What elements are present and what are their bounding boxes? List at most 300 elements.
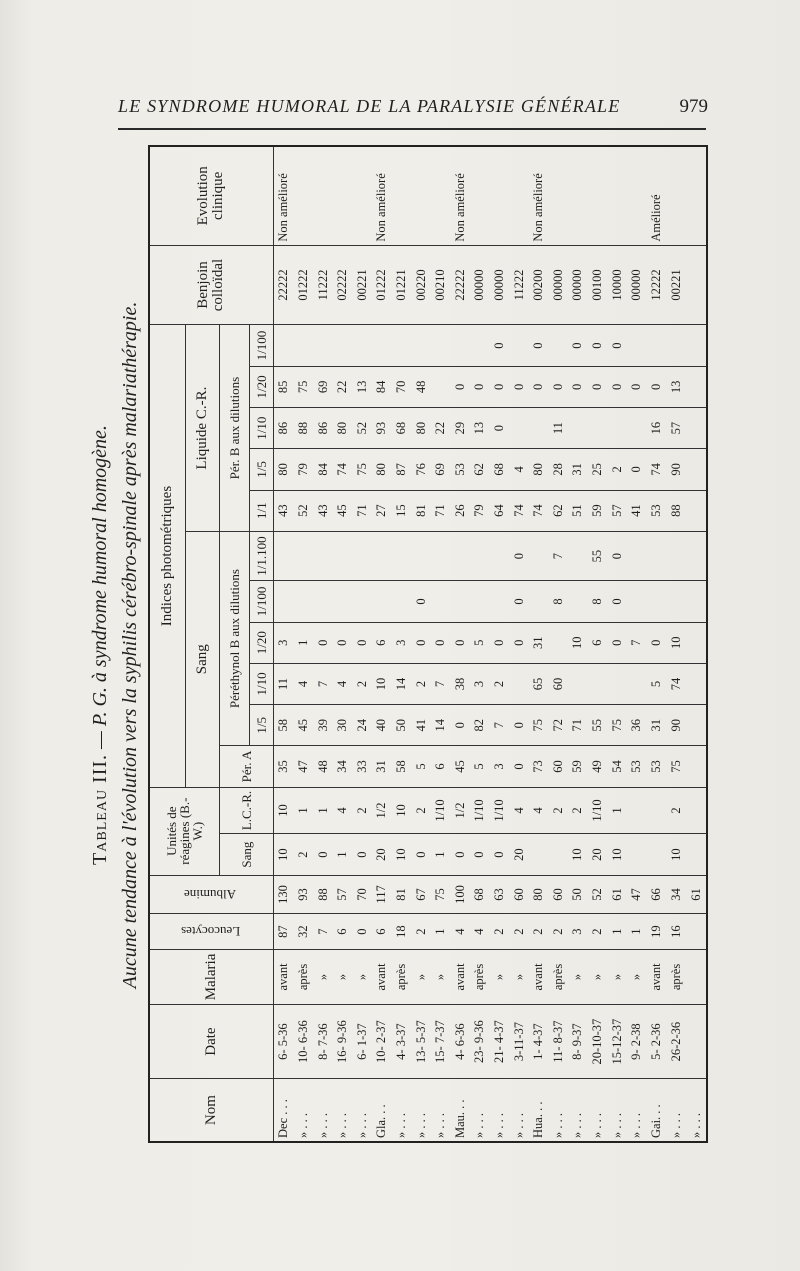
col-l-1-100: 1/100 xyxy=(249,325,273,366)
cell-l1: 41 xyxy=(627,490,647,531)
cell-s5: 75 xyxy=(529,705,549,746)
cell-leuco: 87 xyxy=(273,914,293,950)
cell-s1100 xyxy=(273,531,293,581)
cell-l5: 80 xyxy=(372,449,392,490)
cell-alb: 66 xyxy=(646,875,666,914)
cell-malaria: » xyxy=(352,949,372,1004)
cell-l20: 48 xyxy=(411,366,431,407)
cell-l10: 22 xyxy=(431,408,451,449)
cell-s100 xyxy=(646,581,666,622)
cell-benjoin: 00000 xyxy=(627,245,647,325)
cell-s20: 0 xyxy=(607,622,627,663)
cell-l100 xyxy=(352,325,372,366)
cell-u_lcr: 1/2 xyxy=(450,787,470,834)
cell-l20: 13 xyxy=(666,366,686,407)
cell-malaria: avant xyxy=(273,949,293,1004)
cell-nom: » . . . xyxy=(313,1079,333,1142)
cell-u_lcr xyxy=(627,787,647,834)
cell-s1100 xyxy=(293,531,313,581)
cell-benjoin: 00000 xyxy=(489,245,509,325)
cell-l10 xyxy=(607,408,627,449)
col-per-a: Pér. A xyxy=(219,746,273,787)
cell-leuco: 0 xyxy=(352,914,372,950)
cell-leuco: 6 xyxy=(372,914,392,950)
cell-s100 xyxy=(293,581,313,622)
cell-nom: » . . . xyxy=(411,1079,431,1142)
cell-s5: 45 xyxy=(293,705,313,746)
cell-nom: » . . . xyxy=(548,1079,568,1142)
cell-u_lcr: 1/2 xyxy=(372,787,392,834)
col-s-1-20: 1/20 xyxy=(249,622,273,663)
cell-pa: 0 xyxy=(509,746,529,787)
cell-l10 xyxy=(627,408,647,449)
cell-benjoin: 00000 xyxy=(470,245,490,325)
col-unites-sang: Sang xyxy=(219,834,273,875)
table-row xyxy=(411,146,431,1142)
cell-s1100 xyxy=(627,531,647,581)
cell-l1: 62 xyxy=(548,490,568,531)
cell-l100 xyxy=(313,325,333,366)
cell-l1: 59 xyxy=(588,490,608,531)
cell-u_sang: 1 xyxy=(333,834,353,875)
cell-evol xyxy=(509,146,529,245)
caption-line-1 xyxy=(89,145,112,1145)
cell-benjoin: 22222 xyxy=(450,245,470,325)
cell-pa: 5 xyxy=(470,746,490,787)
table-row xyxy=(666,146,686,1142)
cell-leuco: 19 xyxy=(646,914,666,950)
cell-s100 xyxy=(470,581,490,622)
cell-s20: 0 xyxy=(333,622,353,663)
col-nom: Nom xyxy=(149,1079,273,1142)
cell-l20: 70 xyxy=(391,366,411,407)
cell-u_lcr: 10 xyxy=(391,787,411,834)
cell-l20: 0 xyxy=(588,366,608,407)
cell-benjoin: 10000 xyxy=(607,245,627,325)
cell-s20: 31 xyxy=(529,622,549,663)
cell-s10: 65 xyxy=(529,663,549,704)
cell-l10: 57 xyxy=(666,408,686,449)
cell-benjoin: 01222 xyxy=(293,245,313,325)
cell-date: 13- 5-37 xyxy=(411,1004,431,1078)
cell-l1: 27 xyxy=(372,490,392,531)
cell-malaria: après xyxy=(391,949,411,1004)
cell-pa: 45 xyxy=(450,746,470,787)
cell-l5 xyxy=(686,449,707,490)
cell-l5: 0 xyxy=(627,449,647,490)
cell-alb: 34 xyxy=(666,875,686,914)
cell-s5: 90 xyxy=(666,705,686,746)
cell-leuco: 2 xyxy=(529,914,549,950)
cell-date: 9- 2-38 xyxy=(627,1004,647,1078)
cell-s20: 5 xyxy=(470,622,490,663)
table-frame xyxy=(148,145,708,1143)
cell-date: 4- 3-37 xyxy=(391,1004,411,1078)
cell-l5: 90 xyxy=(666,449,686,490)
cell-nom: Gai. . . xyxy=(646,1079,666,1142)
cell-evol xyxy=(568,146,588,245)
cell-pa: 60 xyxy=(548,746,568,787)
cell-pa: 59 xyxy=(568,746,588,787)
cell-s20 xyxy=(686,622,707,663)
cell-l100 xyxy=(548,325,568,366)
col-l-1-10: 1/10 xyxy=(249,408,273,449)
cell-s10: 60 xyxy=(548,663,568,704)
cell-s20: 0 xyxy=(509,622,529,663)
cell-l5: 87 xyxy=(391,449,411,490)
col-l-1-20: 1/20 xyxy=(249,366,273,407)
cell-s20: 6 xyxy=(372,622,392,663)
table-row xyxy=(431,146,451,1142)
cell-l1: 26 xyxy=(450,490,470,531)
cell-l10: 13 xyxy=(470,408,490,449)
cell-l1 xyxy=(686,490,707,531)
cell-s100 xyxy=(391,581,411,622)
cell-l100 xyxy=(666,325,686,366)
cell-alb: 52 xyxy=(588,875,608,914)
table-caption xyxy=(75,145,141,1145)
cell-malaria: » xyxy=(509,949,529,1004)
cell-u_lcr xyxy=(686,787,707,834)
cell-s10: 4 xyxy=(293,663,313,704)
cell-s10: 5 xyxy=(646,663,666,704)
cell-pa: 53 xyxy=(646,746,666,787)
cell-s100 xyxy=(568,581,588,622)
cell-u_sang: 1 xyxy=(431,834,451,875)
cell-l10: 52 xyxy=(352,408,372,449)
cell-s100 xyxy=(489,581,509,622)
cell-u_lcr: 2 xyxy=(411,787,431,834)
cell-s20: 6 xyxy=(588,622,608,663)
cell-benjoin: 01221 xyxy=(391,245,411,325)
cell-benjoin: 22222 xyxy=(273,245,293,325)
cell-benjoin: 00221 xyxy=(352,245,372,325)
cell-l100: 0 xyxy=(568,325,588,366)
cell-l10: 86 xyxy=(273,408,293,449)
cell-l10 xyxy=(529,408,549,449)
cell-l5: 74 xyxy=(333,449,353,490)
cell-nom: » . . . xyxy=(666,1079,686,1142)
cell-alb: 67 xyxy=(411,875,431,914)
cell-pa: 75 xyxy=(666,746,686,787)
cell-l1: 81 xyxy=(411,490,431,531)
cell-alb: 81 xyxy=(391,875,411,914)
running-title: LE SYNDROME HUMORAL DE LA PARALYSIE GÉNÉRALE xyxy=(118,96,621,116)
cell-l100 xyxy=(686,325,707,366)
cell-s100 xyxy=(686,581,707,622)
cell-s5: 50 xyxy=(391,705,411,746)
cell-evol xyxy=(391,146,411,245)
cell-u_lcr xyxy=(646,787,666,834)
cell-s20: 0 xyxy=(431,622,451,663)
cell-benjoin: 00000 xyxy=(568,245,588,325)
cell-nom: » . . . xyxy=(509,1079,529,1142)
cell-l5: 75 xyxy=(352,449,372,490)
cell-s100: 0 xyxy=(607,581,627,622)
cell-alb: 47 xyxy=(627,875,647,914)
cell-l10 xyxy=(588,408,608,449)
cell-date: 6- 1-37 xyxy=(352,1004,372,1078)
cell-s5: 31 xyxy=(646,705,666,746)
cell-s100: 0 xyxy=(509,581,529,622)
col-s-1-100: 1/100 xyxy=(249,581,273,622)
cell-l1: 45 xyxy=(333,490,353,531)
cell-malaria: avant xyxy=(372,949,392,1004)
cell-alb: 117 xyxy=(372,875,392,914)
cell-u_lcr: 1/10 xyxy=(470,787,490,834)
cell-pa: 3 xyxy=(489,746,509,787)
table-row xyxy=(568,146,588,1142)
cell-evol xyxy=(627,146,647,245)
header-rule xyxy=(118,128,706,130)
cell-l5: 31 xyxy=(568,449,588,490)
cell-s20: 0 xyxy=(352,622,372,663)
cell-l10 xyxy=(568,408,588,449)
cell-s1100 xyxy=(666,531,686,581)
cell-alb: 63 xyxy=(489,875,509,914)
cell-u_sang: 0 xyxy=(470,834,490,875)
cell-l5: 2 xyxy=(607,449,627,490)
cell-l1: 52 xyxy=(293,490,313,531)
cell-l10: 93 xyxy=(372,408,392,449)
cell-u_lcr: 10 xyxy=(273,787,293,834)
cell-s20: 7 xyxy=(627,622,647,663)
cell-l100 xyxy=(509,325,529,366)
cell-alb: 100 xyxy=(450,875,470,914)
cell-l10 xyxy=(509,408,529,449)
cell-benjoin: 11222 xyxy=(509,245,529,325)
cell-pa: 33 xyxy=(352,746,372,787)
cell-s1100 xyxy=(391,531,411,581)
cell-pa: 31 xyxy=(372,746,392,787)
cell-leuco: 4 xyxy=(470,914,490,950)
cell-l100 xyxy=(333,325,353,366)
cell-u_sang: 10 xyxy=(391,834,411,875)
cell-l5: 62 xyxy=(470,449,490,490)
cell-nom: Dec . . . xyxy=(273,1079,293,1142)
cell-date: 15- 7-37 xyxy=(431,1004,451,1078)
cell-evol xyxy=(588,146,608,245)
col-leucocytes xyxy=(149,914,273,950)
cell-l10 xyxy=(686,408,707,449)
cell-s1100: 0 xyxy=(607,531,627,581)
cell-s5: 30 xyxy=(333,705,353,746)
cell-pa: 49 xyxy=(588,746,608,787)
cell-alb: 57 xyxy=(333,875,353,914)
cell-evol xyxy=(411,146,431,245)
cell-s5: 36 xyxy=(627,705,647,746)
cell-l5: 53 xyxy=(450,449,470,490)
cell-s10: 3 xyxy=(470,663,490,704)
cell-s1100 xyxy=(450,531,470,581)
cell-s5: 75 xyxy=(607,705,627,746)
table-row xyxy=(548,146,568,1142)
cell-s5: 40 xyxy=(372,705,392,746)
cell-leuco: 2 xyxy=(509,914,529,950)
cell-s5: 14 xyxy=(431,705,451,746)
cell-u_sang: 0 xyxy=(352,834,372,875)
col-indices: Indices photométriques xyxy=(149,325,185,787)
cell-alb: 70 xyxy=(352,875,372,914)
cell-u_sang: 10 xyxy=(273,834,293,875)
cell-l100 xyxy=(431,325,451,366)
cell-l20: 13 xyxy=(352,366,372,407)
cell-pa: 73 xyxy=(529,746,549,787)
cell-l20: 84 xyxy=(372,366,392,407)
cell-l5: 80 xyxy=(529,449,549,490)
col-evolution: Evolution clinique xyxy=(149,146,273,245)
cell-evol xyxy=(548,146,568,245)
cell-nom: » . . . xyxy=(391,1079,411,1142)
cell-malaria: après xyxy=(293,949,313,1004)
cell-s10: 2 xyxy=(489,663,509,704)
cell-l1: 71 xyxy=(352,490,372,531)
cell-s100 xyxy=(431,581,451,622)
cell-s5 xyxy=(686,705,707,746)
cell-s5: 71 xyxy=(568,705,588,746)
cell-u_sang xyxy=(646,834,666,875)
cell-l100 xyxy=(470,325,490,366)
table-row xyxy=(372,146,392,1142)
cell-pa: 35 xyxy=(273,746,293,787)
cell-date: 20-10-37 xyxy=(588,1004,608,1078)
cell-s20: 0 xyxy=(450,622,470,663)
cell-date: 8- 7-36 xyxy=(313,1004,333,1078)
cell-pa: 54 xyxy=(607,746,627,787)
cell-s20: 0 xyxy=(489,622,509,663)
cell-l100: 0 xyxy=(588,325,608,366)
cell-s5: 0 xyxy=(509,705,529,746)
cell-pa: 47 xyxy=(293,746,313,787)
cell-alb: 75 xyxy=(431,875,451,914)
cell-alb: 61 xyxy=(686,875,707,914)
cell-s1100 xyxy=(568,531,588,581)
cell-leuco: 2 xyxy=(548,914,568,950)
cell-leuco: 7 xyxy=(313,914,333,950)
cell-evol xyxy=(607,146,627,245)
cell-benjoin: 00220 xyxy=(411,245,431,325)
cell-date: 16- 9-36 xyxy=(333,1004,353,1078)
cell-s10: 11 xyxy=(273,663,293,704)
cell-l5: 68 xyxy=(489,449,509,490)
cell-u_sang xyxy=(548,834,568,875)
cell-u_sang xyxy=(529,834,549,875)
col-l-1-1: 1/1 xyxy=(249,490,273,531)
cell-l100 xyxy=(646,325,666,366)
cell-evol xyxy=(333,146,353,245)
cell-malaria: » xyxy=(431,949,451,1004)
cell-l1: 71 xyxy=(431,490,451,531)
cell-l10: 16 xyxy=(646,408,666,449)
cell-s10: 14 xyxy=(391,663,411,704)
cell-pa: 34 xyxy=(333,746,353,787)
cell-malaria: » xyxy=(588,949,608,1004)
cell-alb: 68 xyxy=(470,875,490,914)
cell-evol: Amélioré xyxy=(646,146,666,245)
cell-u_lcr: 1/10 xyxy=(489,787,509,834)
cell-malaria: » xyxy=(411,949,431,1004)
cell-date: 8- 9-37 xyxy=(568,1004,588,1078)
cell-s5: 82 xyxy=(470,705,490,746)
cell-u_lcr: 1 xyxy=(293,787,313,834)
cell-leuco: 18 xyxy=(391,914,411,950)
cell-l100: 0 xyxy=(607,325,627,366)
cell-alb: 88 xyxy=(313,875,333,914)
cell-l10: 88 xyxy=(293,408,313,449)
cell-s100: 0 xyxy=(411,581,431,622)
cell-s10: 7 xyxy=(313,663,333,704)
table-row xyxy=(470,146,490,1142)
cell-u_sang: 0 xyxy=(489,834,509,875)
cell-malaria: » xyxy=(313,949,333,1004)
cell-l1: 53 xyxy=(646,490,666,531)
cell-l1: 15 xyxy=(391,490,411,531)
cell-s1100 xyxy=(529,531,549,581)
cell-u_sang: 20 xyxy=(588,834,608,875)
cell-s100 xyxy=(372,581,392,622)
cell-malaria: après xyxy=(548,949,568,1004)
cell-l100: 0 xyxy=(489,325,509,366)
cell-l20: 0 xyxy=(607,366,627,407)
col-per-b: Pér. B aux dilutions xyxy=(219,325,249,531)
cell-malaria: » xyxy=(568,949,588,1004)
cell-s20: 3 xyxy=(273,622,293,663)
cell-nom: » . . . xyxy=(431,1079,451,1142)
cell-malaria: » xyxy=(607,949,627,1004)
cell-s100: 8 xyxy=(548,581,568,622)
col-albumine xyxy=(149,875,273,914)
cell-date: 6- 5-36 xyxy=(273,1004,293,1078)
caption-title: — P. G. à syndrome humoral homogène. xyxy=(89,425,111,754)
cell-benjoin: 00200 xyxy=(529,245,549,325)
cell-evol: Non amélioré xyxy=(372,146,392,245)
cell-l100 xyxy=(391,325,411,366)
cell-s100 xyxy=(666,581,686,622)
table-row xyxy=(273,146,293,1142)
cell-nom: » . . . xyxy=(607,1079,627,1142)
cell-nom: » . . . xyxy=(333,1079,353,1142)
cell-s10 xyxy=(686,663,707,704)
cell-s5: 58 xyxy=(273,705,293,746)
cell-s10: 38 xyxy=(450,663,470,704)
cell-malaria: » xyxy=(627,949,647,1004)
cell-s1100 xyxy=(686,531,707,581)
cell-l1: 79 xyxy=(470,490,490,531)
table-row xyxy=(313,146,333,1142)
caption-line-2: Aucune tendance à l'évolution vers la syphilis cérébro-spinale après malariathérapie. xyxy=(119,301,141,989)
cell-l20: 0 xyxy=(470,366,490,407)
cell-s5: 72 xyxy=(548,705,568,746)
cell-s10 xyxy=(627,663,647,704)
table-row xyxy=(333,146,353,1142)
cell-u_sang: 10 xyxy=(568,834,588,875)
cell-u_lcr: 1/10 xyxy=(588,787,608,834)
cell-leuco: 3 xyxy=(568,914,588,950)
cell-malaria: après xyxy=(666,949,686,1004)
cell-s1100 xyxy=(372,531,392,581)
cell-l5: 74 xyxy=(646,449,666,490)
cell-l10: 29 xyxy=(450,408,470,449)
cell-l10: 0 xyxy=(489,408,509,449)
cell-s20: 10 xyxy=(568,622,588,663)
cell-pa: 5 xyxy=(411,746,431,787)
cell-benjoin: 01222 xyxy=(372,245,392,325)
cell-evol xyxy=(293,146,313,245)
cell-u_sang xyxy=(627,834,647,875)
cell-malaria: avant xyxy=(529,949,549,1004)
cell-malaria: après xyxy=(470,949,490,1004)
table-body xyxy=(273,146,707,1142)
